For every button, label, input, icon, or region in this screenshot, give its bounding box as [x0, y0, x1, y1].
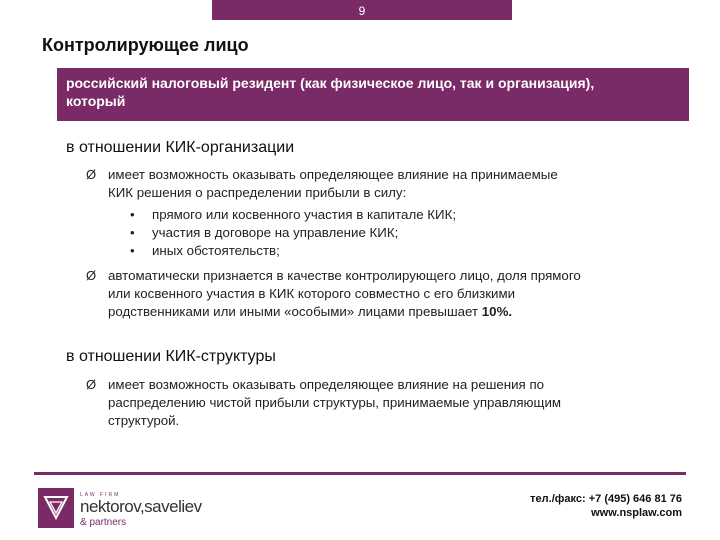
sub-item-text: прямого или косвенного участия в капитале КИК;: [152, 207, 457, 222]
logo-partners: & partners: [80, 517, 127, 528]
sub-item-text: участия в договоре на управление КИК;: [152, 225, 399, 240]
bullet-line: имеет возможность оказывать определяющее влияние на решения по: [108, 377, 545, 392]
bullet-line-text: родственниками или иными «особыми» лицами превышает: [108, 304, 482, 319]
arrow-bullet-icon: Ø: [86, 268, 97, 283]
contact-info: [530, 492, 682, 520]
logo-firm-name: nektorov,saveliev: [80, 497, 202, 516]
arrow-bullet-icon: Ø: [86, 377, 97, 392]
page-number-bar: [212, 0, 512, 20]
dot-bullet-icon: •: [130, 225, 135, 240]
logo-shield-icon: [38, 488, 74, 528]
arrow-bullet-icon: Ø: [86, 167, 97, 182]
bullet-line: распределению чистой прибыли структуры, принимаемые управляющим: [108, 395, 562, 410]
sub-item-management-contract: [130, 224, 398, 242]
logo-law-firm: LAW FIRM: [80, 492, 121, 498]
bullet-influence-structure: [86, 376, 686, 430]
company-logo: [38, 488, 218, 532]
bullet-line: [86, 303, 686, 321]
page-title: Контролирующее лицо: [42, 35, 249, 55]
page-number: 9: [358, 4, 366, 18]
bullet-automatic-recognition: [86, 267, 686, 321]
sub-item-text: иных обстоятельств;: [152, 243, 280, 258]
bullet-line: имеет возможность оказывать определяющее влияние на принимаемые: [108, 167, 558, 182]
banner-line-2: который: [66, 93, 126, 109]
dot-bullet-icon: •: [130, 243, 135, 258]
sub-item-capital: [130, 206, 456, 224]
bullet-line: КИК решения о распределении прибыли в силу:: [108, 185, 407, 200]
threshold-percent: 10%.: [481, 304, 513, 319]
bullet-line: структурой.: [108, 413, 180, 428]
sub-item-other-circumstances: [130, 242, 280, 260]
section-heading-kik-organization: в отношении КИК-организации: [66, 139, 295, 156]
dot-bullet-icon: •: [130, 207, 135, 222]
contact-website[interactable]: www.nsplaw.com: [591, 507, 682, 519]
banner-line-1: российский налоговый резидент (как физическое лицо, так и организация),: [66, 75, 595, 91]
definition-banner: [57, 68, 689, 121]
bullet-line: или косвенного участия в КИК которого совместно с его близкими: [108, 286, 516, 301]
bullet-influence-organization: [86, 166, 686, 202]
footer-divider: [34, 472, 686, 475]
section-heading-kik-structure: в отношении КИК-структуры: [66, 348, 276, 365]
bullet-line: автоматически признается в качестве контролирующего лицо, доля прямого: [108, 268, 581, 283]
contact-phone: тел./факс: +7 (495) 646 81 76: [530, 493, 682, 505]
